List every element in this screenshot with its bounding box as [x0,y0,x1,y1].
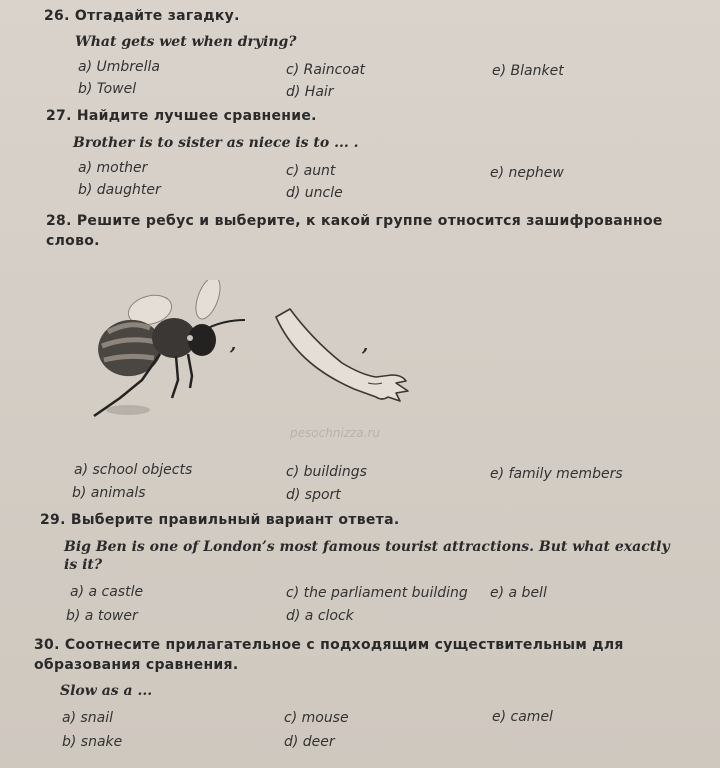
question-29-option-b: b) a tower [66,608,138,624]
question-26-option-d: d) Hair [286,84,334,100]
question-27-title: 27. Найдите лучшее сравнение. [46,108,317,124]
question-28-option-e: e) family members [490,466,623,482]
rebus-comma-1: , [230,334,237,355]
question-27-option-e: e) nephew [490,165,564,181]
question-28-title: 28. Решите ребус и выберите, к какой группе относится зашифрованное слово. [46,213,663,249]
question-28-option-a: a) school objects [74,462,193,478]
question-30-option-c: c) mouse [284,710,349,726]
bee-picture [80,280,260,430]
question-28-option-d: d) sport [286,487,341,503]
question-29-title: 29. Выберите правильный вариант ответа. [40,512,400,528]
question-30-option-e: e) camel [492,709,553,725]
question-27-text: Brother is to sister as niece is to ... . [73,135,359,151]
question-26-option-c: c) Raincoat [286,62,366,78]
question-26-title: 26. Отгадайте загадку. [44,8,240,24]
question-26-option-e: e) Blanket [492,63,564,79]
question-26-option-b: b) Towel [78,81,137,97]
rebus-comma-2: , [362,335,369,356]
arm-picture [272,305,412,410]
question-30-text: Slow as a ... [60,683,153,699]
question-30-title: 30. Соотнесите прилагательное с подходящим существительным для образования сравнения. [34,637,624,673]
question-28-option-c: c) buildings [286,464,367,480]
question-28-option-b: b) animals [72,485,146,501]
question-29-option-e: e) a bell [490,585,547,601]
question-30-option-a: a) snail [62,710,114,726]
question-27-option-a: a) mother [78,160,148,176]
watermark: pesochnizza.ru [290,426,381,440]
question-29-option-d: d) a clock [286,608,354,624]
question-30-option-b: b) snake [62,734,123,750]
question-29-text: Big Ben is one of London’s most famous tourist attractions. But what exactly is it? [64,539,670,573]
question-29-option-c: c) the parliament building [286,585,468,601]
question-26-text: What gets wet when drying? [75,34,297,50]
question-29-option-a: a) a castle [70,584,144,600]
question-30-option-d: d) deer [284,734,335,750]
question-27-option-b: b) daughter [78,182,161,198]
question-26-option-a: a) Umbrella [78,59,160,75]
question-27-option-c: c) aunt [286,163,336,179]
question-27-option-d: d) uncle [286,185,343,201]
